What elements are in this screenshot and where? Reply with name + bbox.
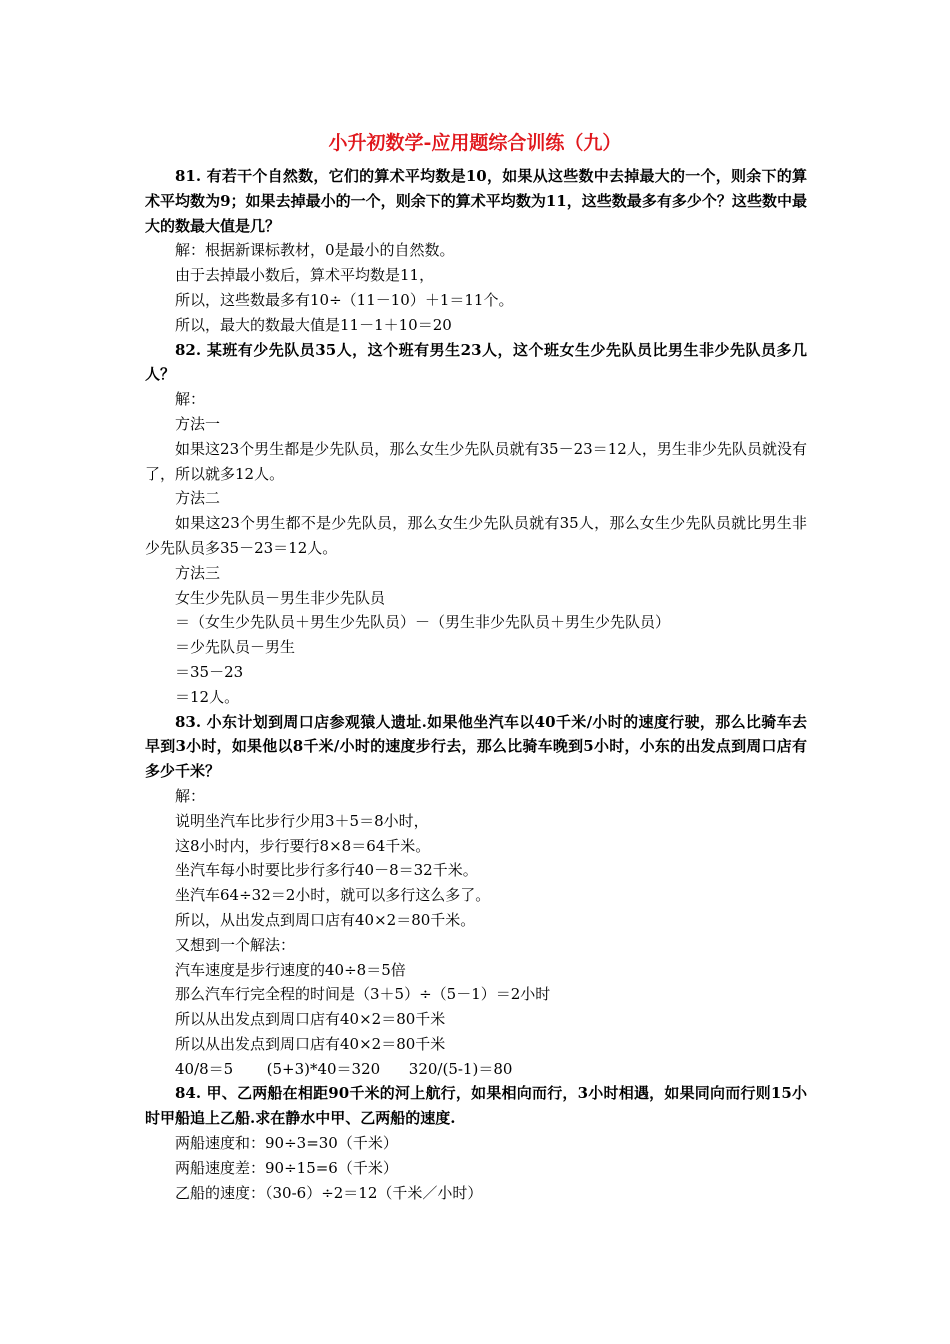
- document-title: 小升初数学-应用题综合训练（九）: [328, 132, 622, 154]
- solution-line: 说明坐汽车比步行少用3＋5＝8小时，: [175, 811, 429, 830]
- problem-84: [145, 1081, 807, 1205]
- solution-line: 又想到一个解法：: [175, 935, 296, 954]
- solution-line: 解：根据新课标教材，0是最小的自然数。: [175, 241, 455, 260]
- solution-line: ＝少先队员－男生: [175, 638, 296, 657]
- method-heading: 方法三: [175, 563, 221, 582]
- solution-line: 那么汽车行完全程的时间是（3＋5）÷（5－1）＝2小时: [175, 985, 551, 1004]
- solution-line: 解：: [175, 786, 206, 805]
- solution-paragraph: 如果这23个男生都不是少先队员，那么女生少先队员就有35人，那么女生少先队员就比男生非少先队员多35－23＝12人。: [145, 514, 807, 557]
- solution-line: 坐汽车每小时要比步行多行40－8＝32千米。: [175, 861, 478, 880]
- solution-line: 女生少先队员－男生非少先队员: [175, 588, 386, 607]
- solution-line: ＝35－23: [175, 662, 244, 681]
- solution-line: 所以从出发点到周口店有40×2＝80千米: [175, 1010, 446, 1029]
- document-body: [145, 164, 807, 1205]
- solution-paragraph: 如果这23个男生都是少先队员，那么女生少先队员就有35－23＝12人，男生非少先队员就没有了，所以就多12人。: [145, 439, 807, 483]
- solution-line: 所以，最大的数最大值是11－1＋10＝20: [175, 315, 452, 334]
- solution-line: ＝（女生少先队员＋男生少先队员）－（男生非少先队员＋男生少先队员）: [175, 613, 671, 632]
- problem-question: 82. 某班有少先队员35人，这个班有男生23人，这个班女生少先队员比男生非少先队员多几人？: [145, 340, 807, 384]
- solution-line: 乙船的速度：（30-6）÷2＝12（千米／小时）: [175, 1183, 483, 1202]
- method-heading: 方法二: [175, 489, 221, 508]
- solution-line: ＝12人。: [175, 687, 240, 706]
- problem-83: [145, 710, 807, 1082]
- solution-line: 汽车速度是步行速度的40÷8＝5倍: [175, 960, 406, 979]
- solution-line: 所以，从出发点到周口店有40×2＝80千米。: [175, 910, 476, 929]
- solution-line: 两船速度和：90÷3=30（千米）: [175, 1134, 398, 1153]
- solution-line: 解：: [175, 390, 206, 409]
- solution-line: 40/8＝5 (5+3)*40＝320 320/(5-1)＝80: [175, 1059, 513, 1078]
- method-heading: 方法一: [175, 414, 221, 433]
- solution-line: 这8小时内，步行要行8×8＝64千米。: [175, 836, 431, 855]
- problem-82: [145, 338, 807, 710]
- solution-line: 由于去掉最小数后，算术平均数是11，: [175, 266, 435, 285]
- problem-question: 84. 甲、乙两船在相距90千米的河上航行，如果相向而行，3小时相遇，如果同向而行则15小时甲船追上乙船.求在静水中甲、乙两船的速度.: [145, 1084, 807, 1128]
- solution-line: 两船速度差：90÷15=6（千米）: [175, 1158, 398, 1177]
- solution-line: 所以，这些数最多有10÷（11－10）＋1＝11个。: [175, 290, 514, 309]
- problem-question: 83. 小东计划到周口店参观猿人遗址.如果他坐汽车以40千米/小时的速度行驶，那么比骑车去早到3小时，如果他以8千米/小时的速度步行去，那么比骑车晚到5小时，小东的出发点到周口店有多少千米？: [145, 712, 807, 781]
- problem-question: 81. 有若干个自然数，它们的算术平均数是10，如果从这些数中去掉最大的一个，则余下的算术平均数为9；如果去掉最小的一个，则余下的算术平均数为11，这些数最多有多少个？这些数中最大的数最大值是几？: [145, 167, 807, 235]
- solution-line: 所以从出发点到周口店有40×2＝80千米: [175, 1034, 446, 1053]
- problem-81: [145, 164, 807, 338]
- solution-line: 坐汽车64÷32＝2小时，就可以多行这么多了。: [175, 886, 491, 905]
